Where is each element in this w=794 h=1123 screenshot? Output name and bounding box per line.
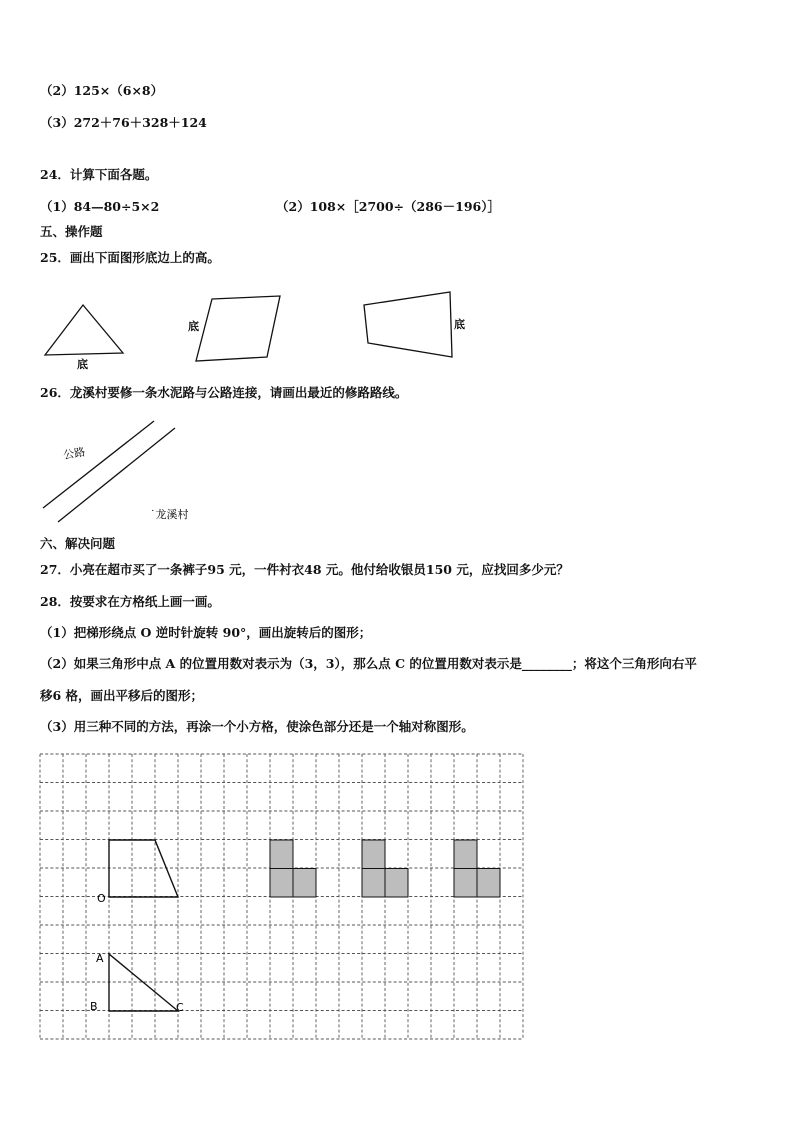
- q23-item-2: （2）125×（6×8）: [40, 83, 164, 98]
- q28-part-2-line-1: （2）如果三角形中点 A 的位置用数对表示为（3，3），那么点 C 的位置用数对表示是________；将这个三角形向右平: [40, 656, 697, 671]
- shaded-square: [270, 869, 293, 898]
- shaded-square: [293, 869, 316, 898]
- shaded-square: [362, 840, 385, 869]
- parallelogram-base-label: 底: [188, 320, 199, 333]
- q28-part-3: （3）用三种不同的方法，再涂一个小方格，使涂色部分还是一个轴对称图形。: [40, 719, 474, 734]
- point-b-label: B: [90, 1000, 98, 1013]
- q23-item-3: （3）272＋76＋328＋124: [40, 115, 207, 130]
- point-o-label: O: [97, 892, 106, 905]
- q28-title: 28．按要求在方格纸上画一画。: [40, 594, 220, 609]
- q27-text: 27．小亮在超市买了一条裤子95 元，一件衬衣48 元。他付给收银员150 元，应找回多少元？: [40, 562, 569, 577]
- grid-trapezoid: [109, 840, 178, 897]
- point-a-label: A: [96, 952, 104, 965]
- road-label: 公路: [62, 445, 87, 462]
- q24-item-2: （2）108×［2700÷（286－196）］: [276, 199, 500, 214]
- q28-part-2-line-2: 移6 格，画出平移后的图形；: [40, 688, 204, 703]
- shaded-square: [477, 869, 500, 898]
- q28-part-1: （1）把梯形绕点 O 逆时针旋转 90°，画出旋转后的图形；: [40, 625, 372, 640]
- shaded-square: [385, 869, 408, 898]
- q24-item-1: （1）84—80÷5×2: [40, 199, 160, 214]
- l-shape-2: [362, 840, 408, 897]
- shaded-square: [362, 869, 385, 898]
- q26-title: 26．龙溪村要修一条水泥路与公路连接，请画出最近的修路路线。: [40, 385, 408, 400]
- grid-triangle: [109, 954, 178, 1011]
- shaded-square: [454, 840, 477, 869]
- shaded-square: [454, 869, 477, 898]
- point-c-label: C: [176, 1001, 184, 1014]
- q24-title: 24．计算下面各题。: [40, 167, 158, 182]
- q25-title: 25．画出下面图形底边上的高。: [40, 250, 220, 265]
- shaded-square: [270, 840, 293, 869]
- section-6-title: 六、解决问题: [40, 536, 116, 551]
- l-shape-1: [270, 840, 316, 897]
- triangle-base-label: 底: [77, 358, 88, 371]
- village-label: ˙龙溪村: [150, 508, 189, 521]
- trapezoid-base-label: 底: [454, 318, 465, 331]
- section-5-title: 五、操作题: [40, 224, 103, 239]
- l-shape-3: [454, 840, 500, 897]
